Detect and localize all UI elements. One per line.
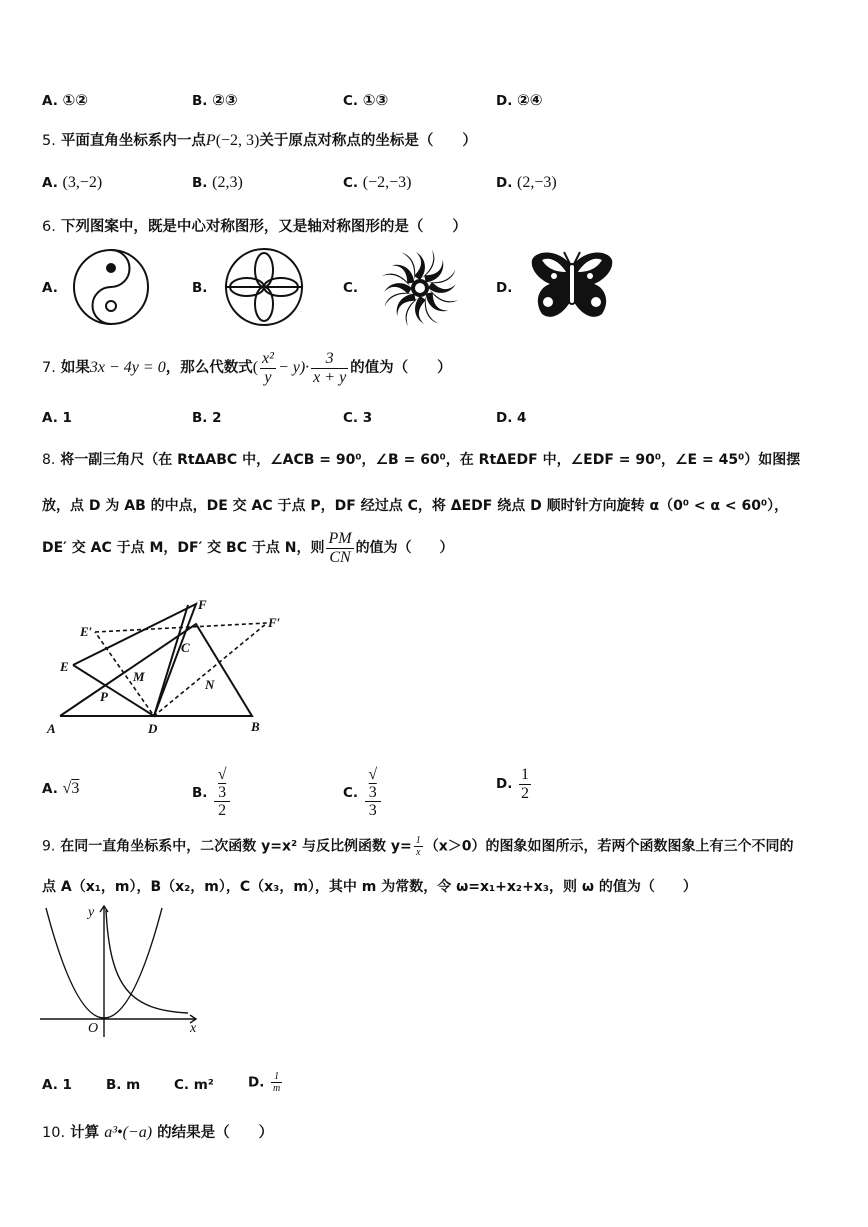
q4-option-b: B. ②③ xyxy=(192,91,238,109)
label-p: P xyxy=(100,689,108,704)
q7-option-b: B. 2 xyxy=(192,410,222,426)
q7-option-d: D. 4 xyxy=(496,410,527,426)
q8-line2: 放，点 D 为 AB 的中点，DE 交 AC 于点 P，DF 经过点 C，将 ΔEDF 绕点 D 顺时针方向旋转 α（0⁰ < α < 60⁰）， xyxy=(42,498,789,514)
q5-option-a: A. (3,−2) xyxy=(42,174,103,191)
label-m: M xyxy=(133,669,145,684)
label-e: E xyxy=(60,659,69,674)
q4-option-a: A. ①② xyxy=(42,91,88,109)
q4-option-c: C. ①③ xyxy=(343,91,389,109)
pinwheel-flower-icon xyxy=(374,246,466,330)
label-d: D xyxy=(148,721,158,736)
q6-stem: 6. 下列图案中，既是中心对称图形，又是轴对称图形的是（ ） xyxy=(42,219,467,235)
label-b: B xyxy=(251,719,260,734)
q7-option-a: A. 1 xyxy=(42,410,72,426)
label-f-prime: F′ xyxy=(268,615,281,630)
butterfly-icon xyxy=(528,246,616,326)
q9-function-graph xyxy=(38,898,208,1040)
q8-line3: DE′ 交 AC 于点 M，DF′ 交 BC 于点 N，则 $\frac{PM}{CN}$ 的值为（ ） xyxy=(42,530,454,566)
axis-label-origin: O xyxy=(88,1021,99,1036)
q8-option-c: C. √ 3 3 xyxy=(343,766,383,820)
q9-line2: 点 A（x₁，m），B（x₂，m），C（x₃，m），其中 m 为常数，令 ω=x₁+x₂+x₃，则 ω 的值为（ ） xyxy=(42,879,697,895)
label-f: F xyxy=(198,597,207,612)
q9-option-b: B. m xyxy=(106,1077,141,1093)
axis-label-x: x xyxy=(190,1021,197,1036)
q7-option-c: C. 3 xyxy=(343,410,373,426)
label-n: N xyxy=(205,677,215,692)
q7-stem: 7. 如果3x − 4y = 0，那么代数式( $\frac{\text{x²}}{y}$ − y)· $\frac{3}{x + y}$ 的值为（ ） xyxy=(42,350,452,386)
yin-yang-icon xyxy=(70,246,152,328)
q8-triangle-figure xyxy=(40,595,290,740)
q10-stem: 10. 计算 a³•(−a) 的结果是（ ） xyxy=(42,1124,274,1141)
label-a: A xyxy=(47,721,56,736)
q8-option-d: D. $\frac{1}{2}$ xyxy=(496,766,530,802)
q5-option-b: B. (2,3) xyxy=(192,174,243,191)
q6-option-c-letter: C. xyxy=(343,280,359,296)
q8-option-b: B. √ 3 2 xyxy=(192,766,232,820)
q5-option-d: D. (2,−3) xyxy=(496,174,557,191)
q9-option-c: C. m² xyxy=(174,1077,214,1093)
q6-option-b-letter: B. xyxy=(192,280,208,296)
label-e-prime: E′ xyxy=(80,624,93,639)
q8-option-a: A. √3 xyxy=(42,780,80,797)
q8-line1: 8. 将一副三角尺（在 RtΔABC 中，∠ACB = 90⁰，∠B = 60⁰，在 RtΔEDF 中，∠EDF = 90⁰，∠E = 45⁰）如图摆 xyxy=(42,452,801,468)
q4-option-d: D. ②④ xyxy=(496,91,543,109)
axis-label-y: y xyxy=(88,905,95,920)
q6-option-d-letter: D. xyxy=(496,280,513,296)
q5-stem: 5. 平面直角坐标系内一点P(−2, 3)关于原点对称点的坐标是（ ） xyxy=(42,132,477,149)
q9-line1: 9. 在同一直角坐标系中，二次函数 y=x² 与反比例函数 y= $\frac{1}{x}$ （x＞0）的图象如图所示，若两个函数图象上有三个不同的 xyxy=(42,835,794,858)
q9-option-d: D. $\frac{1}{m}$ xyxy=(248,1071,281,1094)
four-petal-circle-icon xyxy=(220,246,308,328)
label-c: C xyxy=(181,640,190,655)
q6-option-a-letter: A. xyxy=(42,280,58,296)
q5-option-c: C. (−2,−3) xyxy=(343,174,412,191)
q9-option-a: A. 1 xyxy=(42,1077,72,1093)
